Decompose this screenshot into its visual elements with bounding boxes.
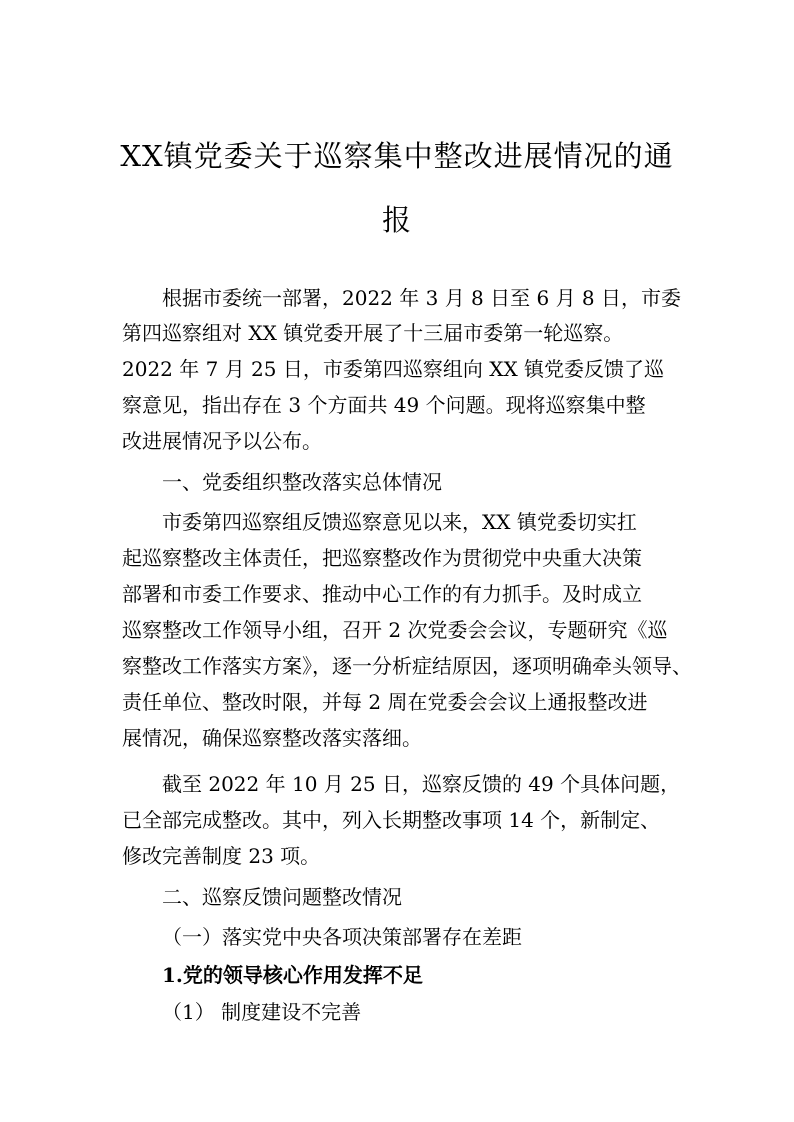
sub-item-heading: （1） 制度建设不完善 (162, 1000, 362, 1024)
paragraph-line: 起巡察整改主体责任，把巡察整改作为贯彻党中央重大决策 (122, 546, 642, 570)
paragraph-line: 已全部完成整改。其中，列入长期整改事项 14 个，新制定、 (122, 808, 661, 832)
paragraph-line: 截至 2022 年 10 月 25 日，巡察反馈的 49 个具体问题， (162, 772, 681, 796)
paragraph-line: 展情况，确保巡察整改落实落细。 (122, 726, 422, 750)
intro-line: 察意见，指出存在 3 个方面共 49 个问题。现将巡察集中整 (122, 393, 646, 417)
intro-line: 改进展情况予以公布。 (122, 429, 322, 453)
document-title-line-2: 报 (381, 203, 412, 237)
paragraph-line: 修改完善制度 23 项。 (122, 844, 321, 868)
subsection-heading: （一）落实党中央各项决策部署存在差距 (162, 925, 522, 949)
intro-line: 根据市委统一部署，2022 年 3 月 8 日至 6 月 8 日，市委 (162, 286, 682, 310)
paragraph-line: 责任单位、整改时限，并每 2 周在党委会会议上通报整改进 (122, 690, 648, 714)
section-heading-1: 一、党委组织整改落实总体情况 (162, 470, 442, 494)
intro-line: 2022 年 7 月 25 日，市委第四巡察组向 XX 镇党委反馈了巡 (122, 357, 665, 381)
intro-line: 第四巡察组对 XX 镇党委开展了十三届市委第一轮巡察。 (122, 321, 624, 345)
paragraph-line: 巡察整改工作领导小组，召开 2 次党委会会议，专题研究《巡 (122, 618, 668, 642)
document-title-line-1: XX镇党委关于巡察集中整改进展情况的通 (120, 139, 674, 173)
paragraph-line: 察整改工作落实方案》，逐一分析症结原因，逐项明确牵头领导、 (122, 654, 692, 678)
item-heading: 1.党的领导核心作用发挥不足 (162, 963, 423, 987)
paragraph-line: 市委第四巡察组反馈巡察意见以来，XX 镇党委切实扛 (162, 510, 637, 534)
paragraph-line: 部署和市委工作要求、推动中心工作的有力抓手。及时成立 (122, 582, 642, 606)
section-heading-2: 二、巡察反馈问题整改情况 (162, 885, 402, 909)
